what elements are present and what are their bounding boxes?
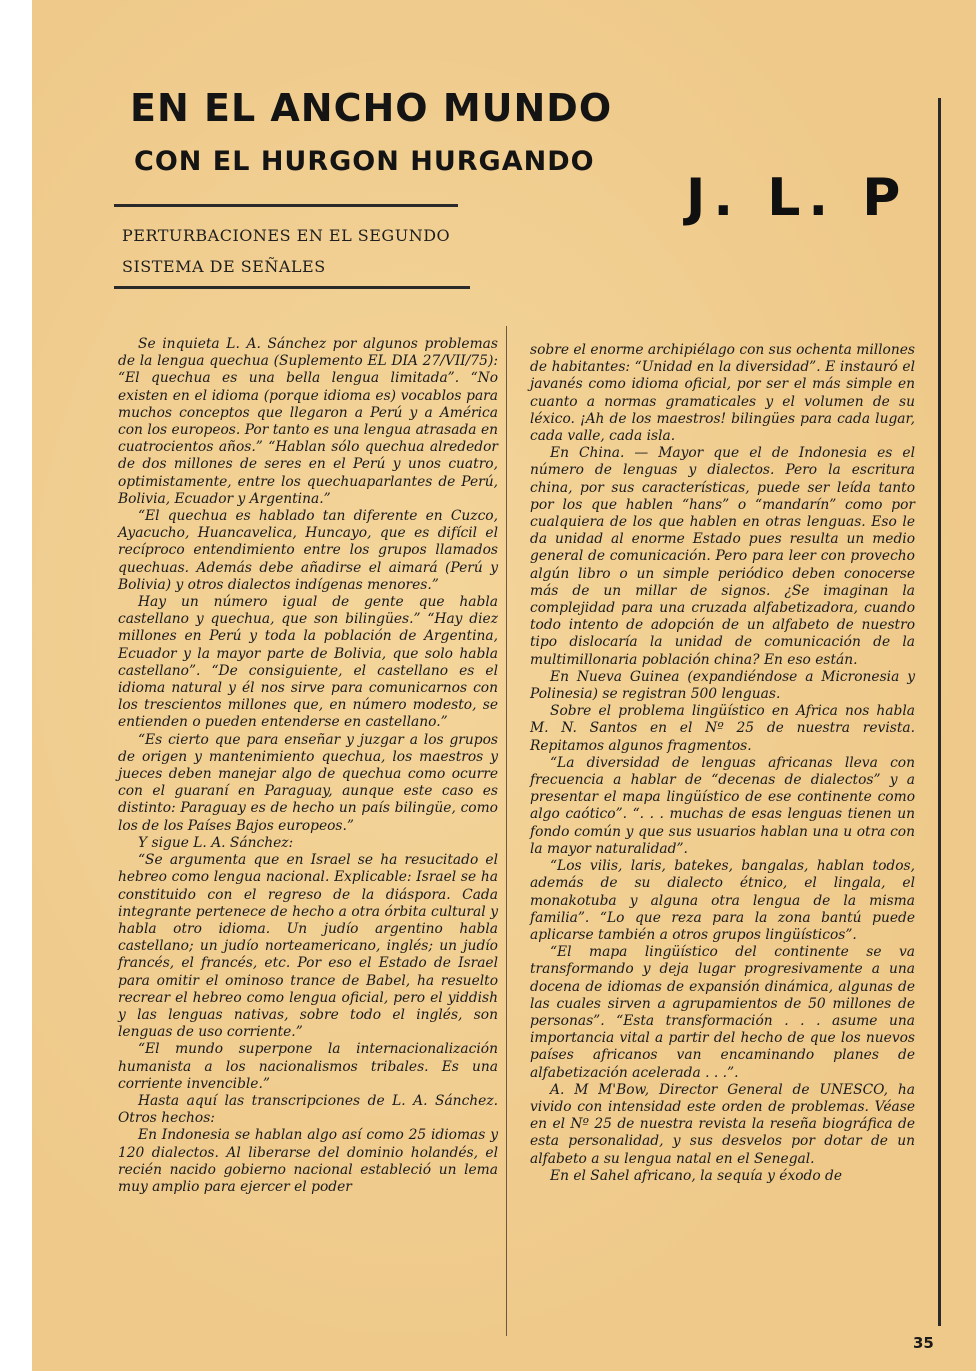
author-initials: J. L. P [686, 168, 909, 228]
paragraph: sobre el enorme archipiélago con sus ochenta millones de habitantes: “Unidad en la diversidad”. E instauró el javanés como idioma oficial, por ser el más simple en cuanto a normas gramaticales y el volumen de su léxico. ¡Ah de los maestros! bilingües para cada lugar, cada valle, cada isla. [530, 342, 915, 445]
paragraph: Hay un número igual de gente que habla castellano y quechua, que son bilingües.” “Hay diez millones en Perú y toda la población de Argentina, Ecuador y la mayor parte de Bolivia, que solo habla castellano”. “De consiguiente, el castellano es el idioma natural y él nos sirve para comunicarnos con los trescientos millones que, en número modesto, se entienden o pueden entenderse en castellano.” [118, 594, 498, 731]
paragraph: “Se argumenta que en Israel se ha resucitado el hebreo como lengua nacional. Explicable: Israel se ha constituido con el regreso de la diáspora. Cada integrante pertenece de hecho a otra órbita cultural y habla otro idioma. Un judío argentino habla castellano; un judío norteamericano, inglés; un judío francés, el francés, etc. Por eso el Estado de Israel para omitir el ominoso trance de Babel, ha resuelto recrear el hebreo como lengua oficial, pero el yiddish y las lenguas nativas, sobre todo el inglés, son lenguas de uso corriente.” [118, 852, 498, 1041]
paragraph: Sobre el problema lingüístico en Africa nos habla M. N. Santos en el Nº 25 de nuestra revista. Repitamos algunos fragmentos. [530, 703, 915, 754]
page-number: 35 [913, 1334, 934, 1352]
page-margin [0, 0, 34, 1371]
column-divider [506, 326, 507, 1336]
magazine-page [32, 0, 976, 1371]
section-subtitle [122, 220, 482, 282]
right-border-rule [938, 98, 941, 1326]
subtitle-top-rule [114, 204, 458, 207]
right-column [530, 342, 915, 1185]
paragraph: En el Sahel africano, la sequía y éxodo de [550, 1167, 843, 1184]
paragraph: Se inquieta L. A. Sánchez por algunos problemas de la lengua quechua (Suplemento EL DIA 27/VII/75): “El quechua es una bella lengua limitada”. “No existen en el idioma (porque idioma es) vocablos para muchos conceptos que llegaron a Perú y a América con los europeos. Por tanto es una lengua atrasada en cuatrocientos años.” “Hablan sólo quechua alrededor de dos millones de seres en el Perú y unos cuatro, optimistamente, entre los quechuaparlantes de Perú, Bolivia, Ecuador y Argentina.” [118, 336, 498, 507]
paragraph: “El mundo superpone la internacionalización humanista a los nacionalismos tribales. Es una corriente invencible.” [118, 1041, 498, 1092]
section-subtitle-line-1: PERTURBACIONES EN EL SEGUNDO [122, 226, 451, 245]
paragraph: “Los vilis, laris, batekes, bangalas, hablan todos, además de su dialecto étnico, el lingala, el monakotuba y alguna otra lengua de la misma familia”. “Lo que reza para la zona bantú puede aplicarse también a otros grupos lingüísticos”. [530, 858, 915, 943]
paragraph: En Indonesia se hablan algo así como 25 idiomas y 120 dialectos. Al liberarse del dominio holandés, el recién nacido gobierno nacional estableció un lema muy amplio para ejercer el poder [118, 1127, 498, 1195]
section-subtitle-line-2: SISTEMA DE SEÑALES [122, 257, 326, 276]
subtitle-bottom-rule [114, 286, 470, 289]
left-column [118, 336, 498, 1196]
article-title: EN EL ANCHO MUNDO [130, 86, 613, 130]
paragraph: Y sigue L. A. Sánchez: [138, 834, 294, 851]
paragraph: “Es cierto que para enseñar y juzgar a los grupos de origen y mantenimiento quechua, los maestros y jueces deben manejar algo de quechua como ocurre con el guaraní en Paraguay, aunque este caso es distinto: Paraguay es de hecho un país bilingüe, como los de los Países Bajos europeos.” [118, 731, 498, 834]
paragraph: A. M M'Bow, Director General de UNESCO, ha vivido con intensidad este orden de problemas. Véase en el Nº 25 de nuestra revista la reseña biográfica de esta personalidad, y sus desvelos por dotar de un alfabeto a su lengua natal en el Senegal. [530, 1081, 915, 1167]
paragraph: En China. — Mayor que el de Indonesia es el número de lenguas y dialectos. Pero la escritura china, por sus características, puede ser leída tanto por los que hablen “hans” o “mandarín” como por cualquiera de los que hablen en otras lenguas. Eso le da unidad al enorme Estado pues resulta un medio general de comunicación. Pero para leer con provecho algún libro o un simple periódico deben conocerse más de un millar de signos. ¿Se imaginan la complejidad para una cruzada alfabetizadora, cuando todo intento de adopción de un alfabeto de nuestro tipo dislocaría la unidad de comunicación de la multimillonaria población china? En eso están. [530, 445, 915, 668]
paragraph: “El mapa lingüístico del continente se va transformando y deja lugar progresivamente a una docena de idiomas de expansión dinámica, algunas de las cuales sirven a agrupamientos de 50 millones de personas”. “Esta transformación . . . asume una importancia vital a partir del hecho de que los nuevos países africanos van encaminando planes de alfabetización acelerada . . .”. [530, 944, 915, 1081]
paragraph: Hasta aquí las transcripciones de L. A. Sánchez. Otros hechos: [118, 1092, 498, 1127]
article-subtitle-heading: CON EL HURGON HURGANDO [134, 146, 595, 177]
paragraph: “La diversidad de lenguas africanas lleva con frecuencia a hablar de “decenas de dialectos” y a presentar el mapa lingüístico de ese continente como algo caótico”. “. . . muchas de esas lenguas tienen un fondo común y que sus usuarios hablan una u otra con la mayor naturalidad”. [530, 754, 915, 857]
paragraph: En Nueva Guinea (expandiéndose a Micronesia y Polinesia) se registran 500 lenguas. [530, 668, 915, 703]
paragraph: “El quechua es hablado tan diferente en Cuzco, Ayacucho, Huancavelica, Huncayo, que es difícil el recíproco entendimiento entre los grupos llamados quechuas. Además debe añadirse el aimará (Perú y Bolivia) y otros dialectos indígenas menores.” [118, 508, 498, 593]
